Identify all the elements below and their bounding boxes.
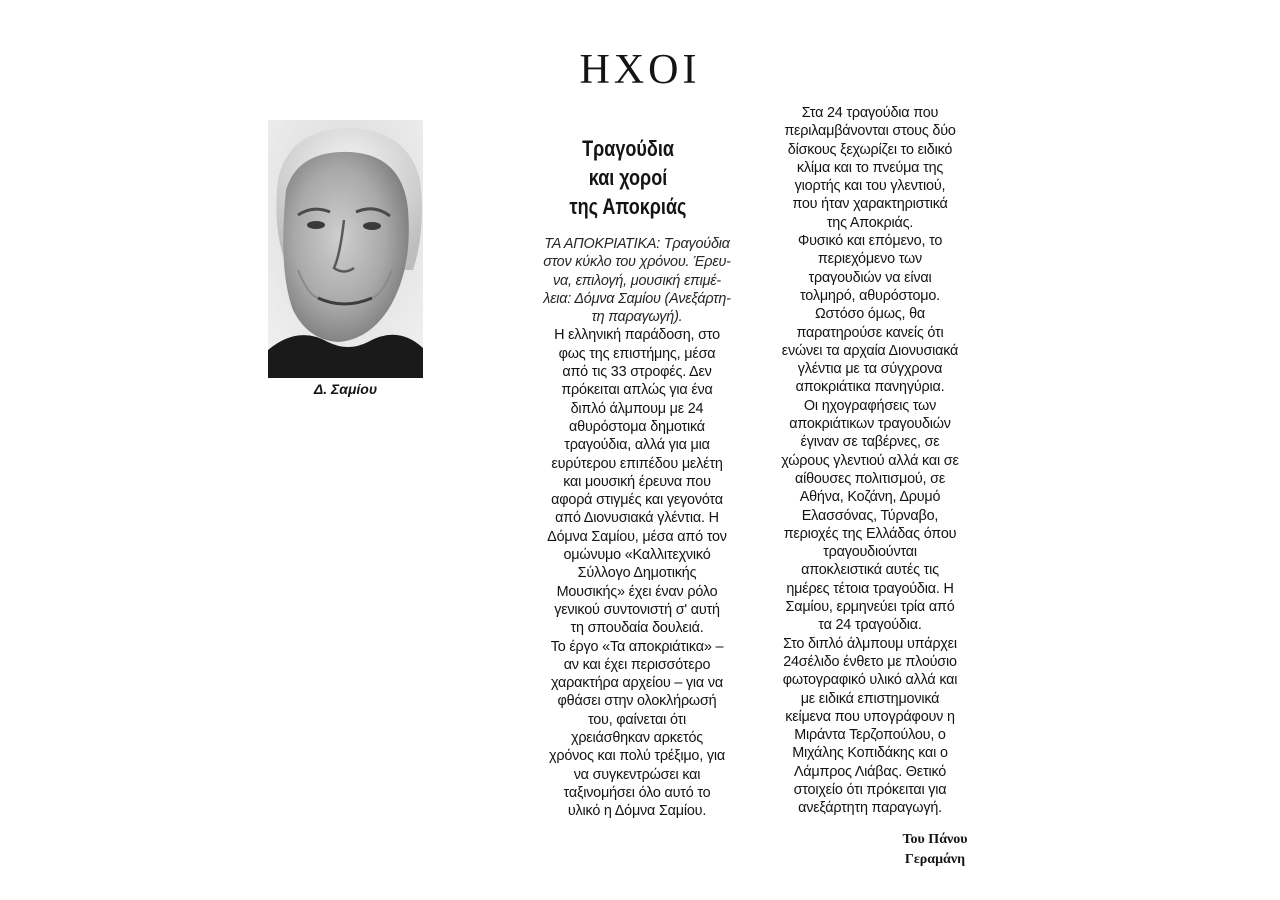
body-line: χρειάσθηκαν αρκετός [570, 730, 704, 747]
body-line: φως της επιστήμης, μέσα [558, 345, 716, 362]
credits-line: να, επιλογή, μουσική επιμέ- [553, 272, 721, 289]
body-line: τα 24 τραγούδια. [818, 617, 922, 634]
body-line: τραγουδιούνται [823, 544, 917, 561]
body-line: διπλό άλμπουμ με 24 [570, 400, 704, 417]
body-line: Η ελληνική παράδοση, στο [554, 327, 720, 344]
body-line: ευρύτερου επιπέδου μελέτη [551, 455, 723, 472]
body-line: ενώνει τα αρχαία Διονυσιακά [781, 342, 959, 359]
body-line: γιορτής και του γλεντιού, [794, 178, 946, 195]
body-line: από τις 33 στροφές. Δεν [562, 364, 712, 381]
body-line: χαρακτήρα αρχείου – για να [551, 675, 723, 692]
body-line: γενικού συντονιστή σ' αυτή [554, 601, 720, 618]
body-text-left [534, 326, 740, 820]
body-line: φωτογραφικό υλικό αλλά και [782, 672, 958, 689]
body-line: ταξινομήσει όλο αυτό το [563, 784, 711, 801]
body-line: Ελασσόνας, Τύρναβο, [801, 507, 939, 524]
body-line: έγιναν σε ταβέρνες, σε [800, 434, 940, 451]
body-line: αίθουσες πολιτισμού, σε [794, 470, 946, 487]
body-line: Λάμπρος Λιάβας. Θετικό [793, 763, 947, 780]
body-line: αποκλειστικά αυτές τις [801, 562, 939, 579]
body-line: χώρους γλεντιού αλλά και σε [781, 452, 959, 469]
credits-line: στον κύκλο του χρόνου. Έρευ- [543, 254, 731, 271]
headline-line: και χοροί [588, 165, 668, 190]
body-line: χρόνος και πολύ τρέξιμο, για [549, 748, 725, 765]
body-line: τραγούδια, αλλά για μια [564, 437, 710, 454]
article-headline [546, 134, 710, 221]
body-line: περιεχόμενο των [817, 251, 923, 268]
article-column-left [534, 235, 740, 821]
body-line: περιλαμβάνονται στους δύο [784, 123, 956, 140]
article-column-right [770, 104, 970, 818]
body-line: Αθήνα, Κοζάνη, Δρυμό [799, 489, 941, 506]
body-line: να συγκεντρώσει και [573, 766, 701, 783]
credits-line: λεια: Δόμνα Σαμίου (Ανεξάρτη- [543, 290, 731, 307]
author-byline [885, 830, 985, 870]
body-line: αποκριάτικων τραγουδιών [789, 416, 951, 433]
body-line: Στα 24 τραγούδια που [801, 105, 939, 121]
body-line: γλέντια με τα σύγχρονα [797, 361, 943, 378]
body-line: περιοχές της Ελλάδας όπου [783, 525, 957, 542]
body-line: Ωστόσο όμως, θα [815, 306, 925, 323]
body-line: αφορά στιγμές και γεγονότα [551, 492, 723, 509]
credits-line: τη παραγωγή). [591, 309, 683, 326]
body-line: 24σέλιδο ένθετο με πλούσιο [783, 653, 957, 670]
body-line: Στο διπλό άλμπουμ υπάρχει [783, 635, 957, 652]
byline-line: Του Πάνου [902, 832, 968, 847]
body-line: Φυσικό και επόμενο, το [797, 233, 943, 250]
body-line: της Αποκριάς. [826, 214, 914, 231]
body-line: στοιχείο ότι πρόκειται για [793, 781, 947, 798]
body-line: του, φαίνεται ότι [587, 711, 687, 728]
body-line: αν και έχει περισσότερο [563, 656, 711, 673]
body-line: υλικό η Δόμνα Σαμίου. [567, 803, 707, 820]
body-line: κείμενα που υπογράφουν η [785, 708, 955, 725]
body-line: Οι ηχογραφήσεις των [803, 397, 937, 414]
body-line: τη σπουδαία δουλειά. [570, 620, 704, 637]
body-line: με ειδικά επιστημονικά [800, 690, 940, 707]
body-line: αθυρόστομα δημοτικά [569, 418, 705, 435]
body-line: Μιράντα Τερζοπούλου, ο [794, 727, 946, 744]
body-line: πρόκειται απλώς για ένα [561, 382, 713, 399]
body-line: φθάσει στην ολοκλήρωσή [557, 693, 717, 710]
photo-caption: Δ. Σαμίου [313, 381, 378, 397]
body-line: δίσκους ξεχωρίζει το ειδικό [787, 141, 953, 158]
body-line: Το έργο «Τα αποκριάτικα» – [550, 638, 724, 655]
body-line: Δόμνα Σαμίου, μέσα από τον [547, 528, 727, 545]
headline-line: Τραγούδια [582, 136, 674, 161]
body-line: Μουσικής» έχει έναν ρόλο [556, 583, 718, 600]
credits-line: ΤΑ ΑΠΟΚΡΙΑΤΙΚΑ: Τραγούδια [544, 236, 730, 252]
body-line: αποκριάτικα πανηγύρια. [795, 379, 945, 396]
byline-line: Γεραμάνη [904, 852, 966, 867]
body-line: και μουσική έρευνα που [563, 473, 711, 490]
body-line: ημέρες τέτοια τραγούδια. Η [786, 580, 954, 597]
body-line: Σύλλογο Δημοτικής [577, 565, 697, 582]
portrait-photo [268, 120, 423, 378]
body-line: τραγουδιών να είναι [808, 269, 932, 286]
body-line: που ήταν χαρακτηριστικά [792, 196, 948, 213]
body-line: Μιχάλης Κοπιδάκης και ο [792, 745, 948, 762]
body-line: από Διονυσιακά γλέντια. Η [555, 510, 719, 527]
section-title: ΗΧΟΙ [579, 47, 701, 93]
body-line: Σαμίου, ερμηνεύει τρία από [785, 599, 955, 616]
album-credits [534, 235, 740, 326]
body-line: παρατηρούσε κανείς ότι [796, 324, 944, 341]
body-line: ομώνυμο «Καλλιτεχνικό [563, 547, 711, 564]
body-line: κλίμα και το πνεύμα της [796, 159, 944, 176]
body-line: ανεξάρτητη παραγωγή. [798, 800, 942, 817]
headline-line: της Αποκριάς [569, 194, 687, 219]
body-line: τολμηρό, αθυρόστομο. [800, 287, 940, 304]
